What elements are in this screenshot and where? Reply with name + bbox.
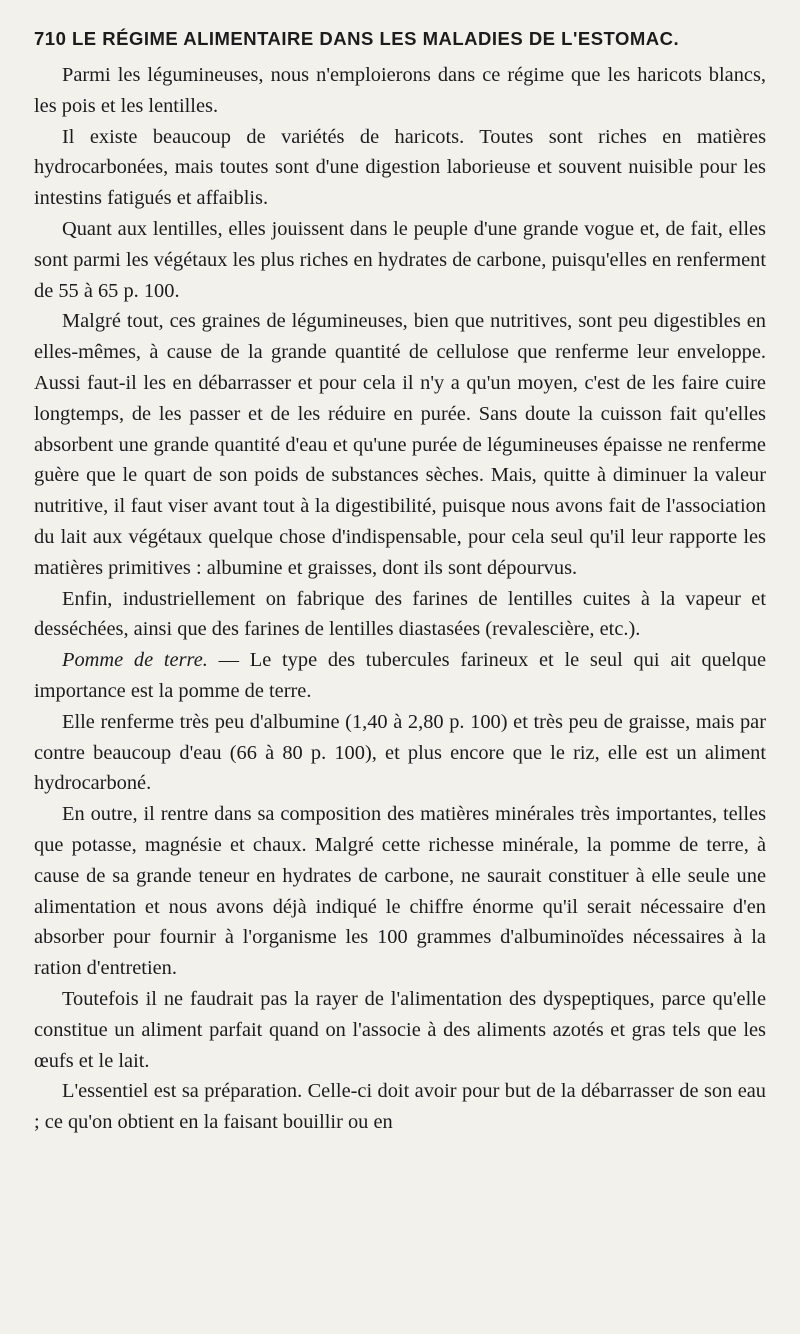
paragraph-pomme-de-terre <box>34 645 766 707</box>
paragraph-dyspeptiques <box>34 984 766 1076</box>
paragraph-text: Elle renferme très peu d'albumine (1,40 à 2,80 p. 100) et très peu de graisse, mais par contre beaucoup d'eau (66 à 80 p. 100), et plus encore que le riz, elle est un aliment hydrocarboné. <box>34 710 766 795</box>
paragraph-matieres-minerales <box>34 799 766 984</box>
paragraph-text: Enfin, industriellement on fabrique des farines de lentilles cuites à la vapeur et desséchées, ainsi que des farines de lentilles diastasées (revalescière, etc.). <box>34 587 766 641</box>
paragraph-text: L'essentiel est sa préparation. Celle-ci doit avoir pour but de la débarrasser de son eau ; ce qu'on obtient en la faisant bouillir ou en <box>34 1080 766 1134</box>
paragraph-text: Malgré tout, ces graines de légumineuses, bien que nutritives, sont peu digestibles en elles-mêmes, à cause de la grande quantité de cellulose que renferme leur enveloppe. Aussi faut-il les en débarrasser et pour cela il n'y a qu'un moyen, c'est de les faire cuire longtemps, de les passer et de les réduire en purée. Sans doute la cuisson fait qu'elles absorbent une grande quantité d'eau et qu'une purée de légumineuses épaisse ne renferme guère que le quart de son poids de substances sèches. Mais, quitte à diminuer la valeur nutritive, il faut viser avant tout à la digestibilité, puisque nous avons fait de l'association du lait aux végétaux quelque chose d'indispensable, pour cela seul qu'il leur rapporte les matières primitives : albumine et graisses, dont ils sont dépourvus. <box>34 310 766 579</box>
paragraph-text: — Le type des tubercules farineux et le seul qui ait quelque importance est la pomme de terre. <box>34 649 766 702</box>
body-text <box>34 60 766 1138</box>
section-lead-title: Pomme de terre. <box>62 649 208 672</box>
paragraph-text: Il existe beaucoup de variétés de haricots. Toutes sont riches en matières hydrocarbonées, mais toutes sont d'une digestion laborieuse et souvent nuisible pour les intestins fatigués et affaiblis. <box>34 125 766 210</box>
running-title: LE RÉGIME ALIMENTAIRE DANS LES MALADIES DE L'ESTOMAC. <box>72 28 680 49</box>
paragraph-text: Quant aux lentilles, elles jouissent dans le peuple d'une grande vogue et, de fait, elles sont parmi les végétaux les plus riches en hydrates de carbone, puisqu'elles en renferment de 55 à 65 p. 100. <box>34 217 766 302</box>
paragraph-composition <box>34 707 766 799</box>
paragraph-haricots <box>34 122 766 214</box>
page-number: 710 <box>34 28 67 49</box>
paragraph-farines <box>34 584 766 646</box>
paragraph-lentilles <box>34 214 766 306</box>
paragraph-text: Toutefois il ne faudrait pas la rayer de l'alimentation des dyspeptiques, parce qu'elle constitue un aliment parfait quand on l'associe à des aliments azotés et gras tels que les œufs et le lait. <box>34 987 766 1072</box>
paragraph-digestibilite <box>34 306 766 583</box>
paragraph-preparation <box>34 1076 766 1138</box>
paragraph-text: Parmi les légumineuses, nous n'emploierons dans ce régime que les haricots blancs, les pois et les lentilles. <box>34 64 766 117</box>
paragraph-legumineuses-intro <box>34 60 766 122</box>
paragraph-text: En outre, il rentre dans sa composition des matières minérales très importantes, telles que potasse, magnésie et chaux. Malgré cette richesse minérale, la pomme de terre, à cause de sa grande teneur en hydrates de carbone, ne saurait constituer à elle seule une alimentation et nous avons déjà indiqué le chiffre énorme qu'il serait nécessaire d'en absorber pour fournir à l'organisme les 100 grammes d'albuminoïdes nécessaires à la ration d'entretien. <box>34 803 766 980</box>
running-header <box>34 28 766 50</box>
